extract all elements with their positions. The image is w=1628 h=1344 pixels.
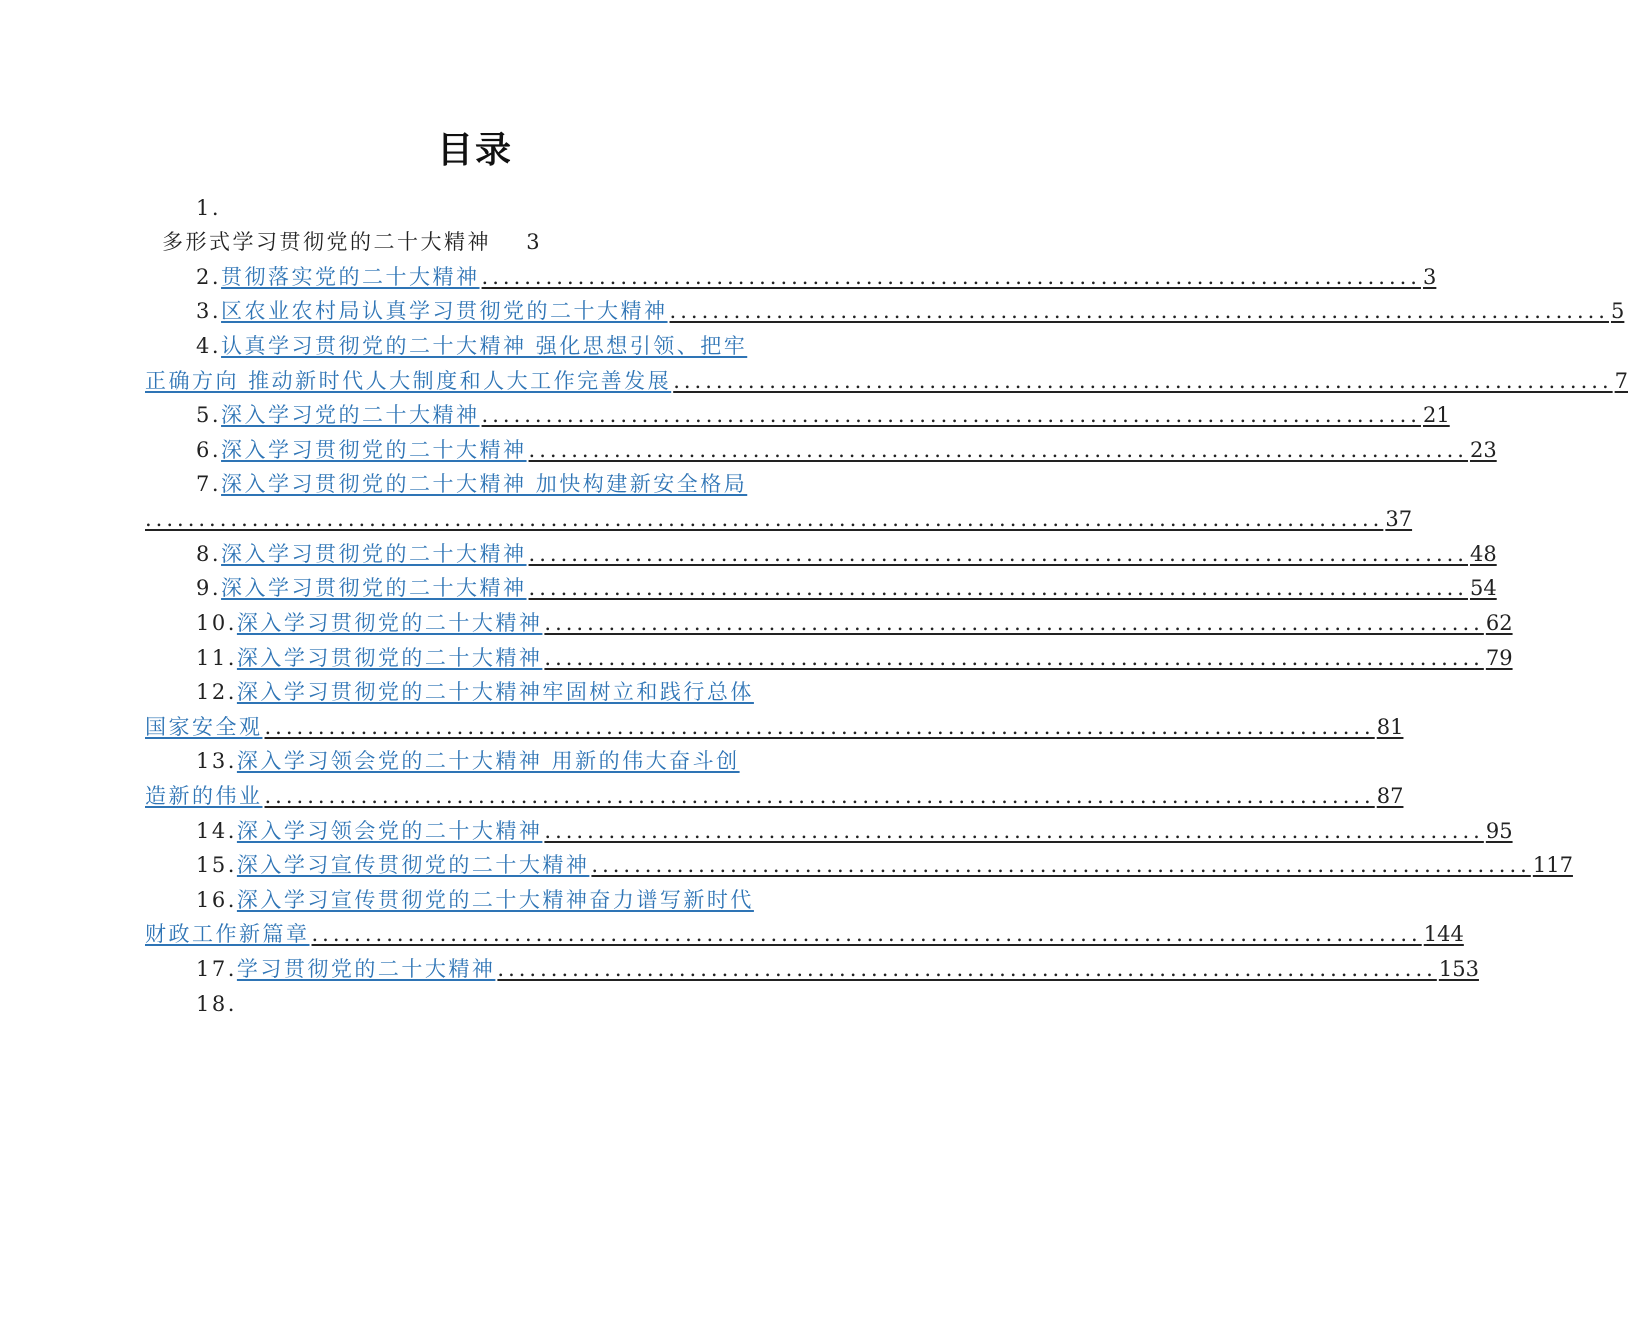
toc-line-18: [196, 987, 856, 1021]
toc-page-number: 81: [1376, 715, 1404, 739]
toc-entry-11[interactable]: [196, 641, 1513, 675]
toc-text: 多形式学习贯彻党的二十大精神: [162, 230, 491, 254]
toc-entry-16-cont[interactable]: [145, 917, 1464, 951]
toc-entry-10[interactable]: [196, 606, 1513, 640]
toc-link[interactable]: 深入学习贯彻党的二十大精神: [221, 438, 527, 462]
toc-leader-dots: ........................................................................................: [673, 369, 1613, 393]
toc-number: 15.: [196, 853, 237, 877]
toc-leader-dots: ........................................................................................: [544, 819, 1484, 843]
toc-page-number: 7: [1614, 369, 1628, 393]
toc-entry-6[interactable]: [196, 433, 1497, 467]
toc-leader-dots: ........................................................................................: [481, 265, 1421, 289]
toc-page-number: 23: [1469, 438, 1497, 462]
toc-number: 3.: [196, 299, 222, 323]
toc-leader-dots: ........................................................................................: [481, 403, 1421, 427]
toc-leader-dots: ........................................................................................................: [311, 922, 1422, 946]
toc-link[interactable]: 深入学习宣传贯彻党的二十大精神奋力谱写新时代: [236, 888, 754, 912]
toc-page-number: 87: [1376, 784, 1404, 808]
toc-link[interactable]: 造新的伟业: [145, 784, 263, 808]
toc-leader-dots: ........................................................................................: [528, 438, 1468, 462]
toc-entry-17[interactable]: [196, 952, 1479, 986]
toc-leader-dots: ....................................................................................................................: [145, 507, 1384, 531]
toc-leader-dots: ........................................................................................................: [264, 784, 1375, 808]
toc-number: 6.: [196, 438, 222, 462]
toc-entry-13-cont[interactable]: [145, 779, 1404, 813]
toc-entry-7[interactable]: [196, 467, 805, 501]
toc-title: 目录: [436, 129, 513, 171]
toc-number: 14.: [196, 819, 237, 843]
toc-link[interactable]: 深入学习宣传贯彻党的二十大精神: [236, 853, 590, 877]
toc-page-number: 62: [1485, 611, 1513, 635]
toc-link[interactable]: 区农业农村局认真学习贯彻党的二十大精神: [221, 299, 668, 323]
toc-entry-4[interactable]: [196, 329, 805, 363]
toc-link[interactable]: 深入学习贯彻党的二十大精神 加快构建新安全格局: [221, 472, 748, 496]
toc-page-number: 21: [1422, 403, 1450, 427]
toc-link[interactable]: 深入学习领会党的二十大精神: [236, 819, 543, 843]
toc-number: 17.: [196, 957, 237, 981]
toc-link[interactable]: 深入学习贯彻党的二十大精神牢固树立和践行总体: [236, 680, 754, 704]
toc-entry-7-cont[interactable]: [145, 502, 1413, 536]
toc-entry-16[interactable]: [196, 883, 805, 917]
toc-page-number: 3: [1422, 265, 1437, 289]
toc-link[interactable]: 深入学习贯彻党的二十大精神: [236, 646, 543, 670]
toc-link[interactable]: 认真学习贯彻党的二十大精神 强化思想引领、把牢: [221, 334, 748, 358]
toc-leader-dots: ........................................................................................: [528, 542, 1468, 566]
toc-entry-14[interactable]: [196, 814, 1513, 848]
toc-link[interactable]: 深入学习党的二十大精神: [221, 403, 480, 427]
toc-link[interactable]: 学习贯彻党的二十大精神: [236, 957, 496, 981]
toc-number: 1.: [196, 196, 222, 220]
toc-number: 5.: [196, 403, 222, 427]
toc-leader-dots: ........................................................................................: [544, 646, 1484, 670]
toc-number: 7.: [196, 472, 222, 496]
toc-entry-5[interactable]: [196, 398, 1450, 432]
toc-entry-12-cont[interactable]: [145, 710, 1404, 744]
toc-page-number: 37: [1385, 507, 1413, 531]
toc-page-number: 48: [1469, 542, 1497, 566]
toc-link[interactable]: 国家安全观: [145, 715, 263, 739]
toc-number: 13.: [196, 749, 237, 773]
toc-entry-13[interactable]: [196, 744, 805, 778]
toc-link[interactable]: 深入学习领会党的二十大精神 用新的伟大奋斗创: [236, 749, 740, 773]
toc-number: 10.: [196, 611, 237, 635]
toc-number: 11.: [196, 646, 237, 670]
toc-number: 16.: [196, 888, 237, 912]
toc-number: 12.: [196, 680, 237, 704]
toc-number: 2.: [196, 265, 222, 289]
toc-entry-15[interactable]: [196, 848, 1573, 882]
toc-entry-9[interactable]: [196, 571, 1497, 605]
toc-page-number: 3: [526, 230, 543, 254]
toc-link[interactable]: 深入学习贯彻党的二十大精神: [221, 576, 527, 600]
toc-number: 18.: [196, 992, 237, 1016]
toc-page-number: 5: [1610, 299, 1625, 323]
toc-leader-dots: ........................................................................................: [591, 853, 1531, 877]
toc-page-number: 144: [1423, 922, 1464, 946]
toc-link[interactable]: 正确方向 推动新时代人大制度和人大工作完善发展: [145, 369, 672, 393]
toc-leader-dots: ........................................................................................: [497, 957, 1437, 981]
toc-number: 4.: [196, 334, 222, 358]
toc-link[interactable]: 深入学习贯彻党的二十大精神: [221, 542, 527, 566]
toc-line-plain: [162, 225, 822, 259]
toc-number: 8.: [196, 542, 222, 566]
toc-page-number: 54: [1469, 576, 1497, 600]
toc-leader-dots: ........................................................................................................: [264, 715, 1375, 739]
toc-entry-2[interactable]: [196, 260, 1437, 294]
toc-entry-12[interactable]: [196, 675, 805, 709]
toc-page-number: 95: [1485, 819, 1513, 843]
toc-number: 9.: [196, 576, 222, 600]
toc-link[interactable]: 贯彻落实党的二十大精神: [221, 265, 480, 289]
toc-entry-8[interactable]: [196, 537, 1497, 571]
toc-page-number: 79: [1485, 646, 1513, 670]
toc-page-number: 117: [1532, 853, 1573, 877]
toc-entry-3[interactable]: [196, 294, 1625, 328]
toc-link[interactable]: 深入学习贯彻党的二十大精神: [236, 611, 543, 635]
toc-leader-dots: ........................................................................................: [528, 576, 1468, 600]
toc-leader-dots: ........................................................................................: [544, 611, 1484, 635]
toc-line-1: [196, 191, 856, 225]
toc-page-number: 153: [1438, 957, 1479, 981]
toc-leader-dots: ........................................................................................: [669, 299, 1609, 323]
toc-link[interactable]: 财政工作新篇章: [145, 922, 310, 946]
toc-entry-4-cont[interactable]: [145, 364, 1628, 398]
